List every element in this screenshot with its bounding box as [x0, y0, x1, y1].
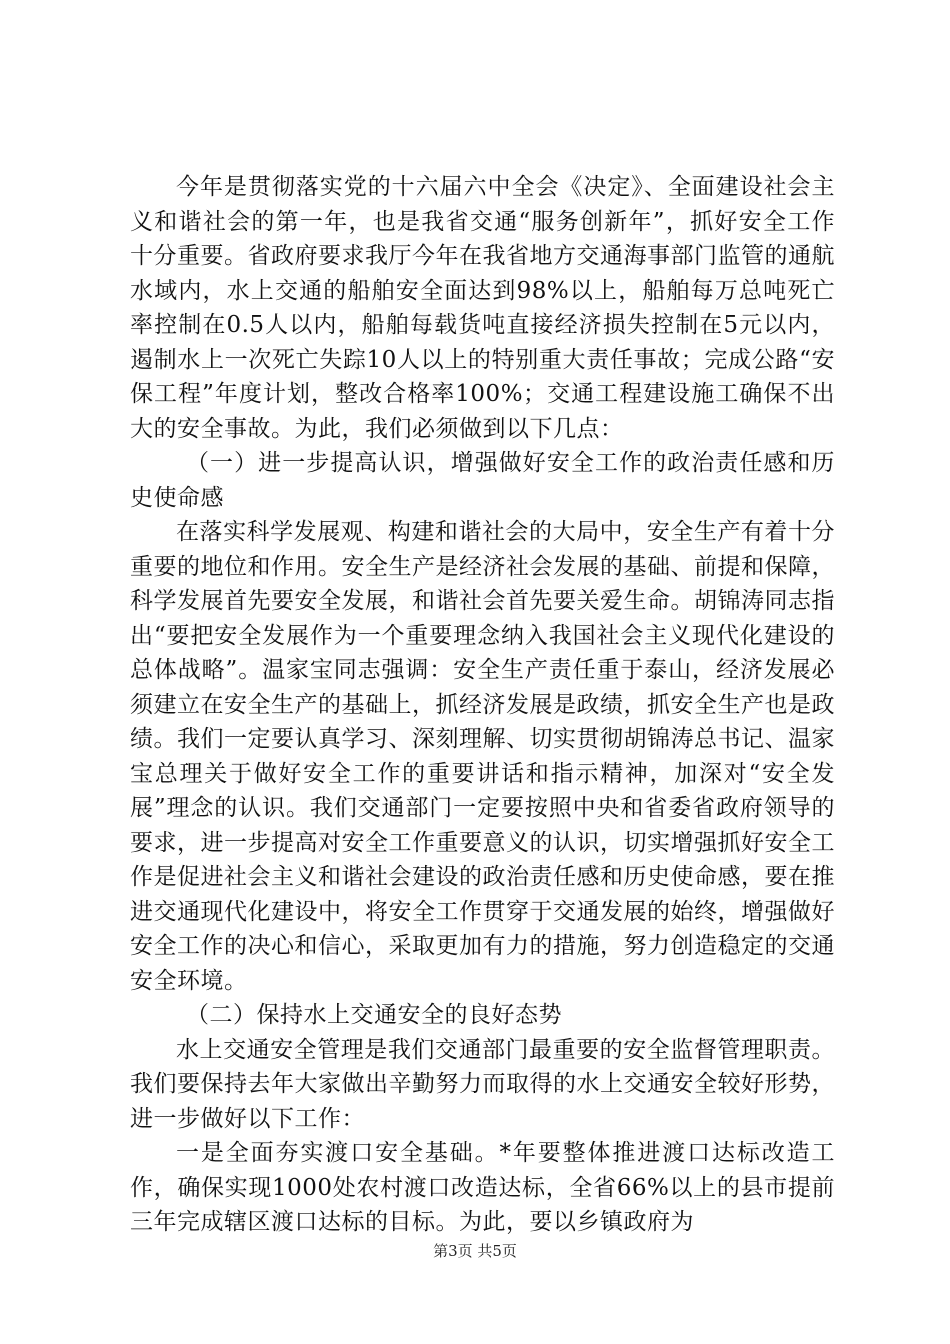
page-footer: 第3页 共5页 — [433, 1242, 517, 1260]
paragraph-section-2: 水上交通安全管理是我们交通部门最重要的安全监督管理职责。我们要保持去年大家做出辛勤努力而取得的水上交通安全较好形势，进一步做好以下工作： — [130, 1036, 835, 1132]
section-heading-2: （二）保持水上交通安全的良好态势 — [186, 1002, 562, 1028]
paragraph-intro: 今年是贯彻落实党的十六届六中全会《决定》、全面建设社会主义和谐社会的第一年，也是我省交通“服务创新年”，抓好安全工作十分重要。省政府要求我厅今年在我省地方交通海事部门监管的通航水域内，水上交通的船舶安全面达到98%以上，船舶每万总吨死亡率控制在0.5人以内，船舶每载货吨直接经济损失控制在5元以内，遏制水上一次死亡失踪10人以上的特别重大责任事故；完成公路“安保工程”年度计划，整改合格率100%；交通工程建设施工确保不出大的安全事故。为此，我们必须做到以下几点： — [130, 174, 835, 442]
section-heading-1: （一）进一步提高认识，增强做好安全工作的政治责任感和历史使命感 — [130, 450, 835, 511]
document-body — [130, 170, 835, 1240]
paragraph-section-1: 在落实科学发展观、构建和谐社会的大局中，安全生产有着十分重要的地位和作用。安全生产是经济社会发展的基础、前提和保障，科学发展首先要安全发展，和谐社会首先要关爱生命。胡锦涛同志指出“要把安全发展作为一个重要理念纳入我国社会主义现代化建设的总体战略”。温家宝同志强调：安全生产责任重于泰山，经济发展必须建立在安全生产的基础上，抓经济发展是政绩，抓安全生产也是政绩。我们一定要认真学习、深刻理解、切实贯彻胡锦涛总书记、温家宝总理关于做好安全工作的重要讲话和指示精神，加深对“安全发展”理念的认识。我们交通部门一定要按照中央和省委省政府领导的要求，进一步提高对安全工作重要意义的认识，切实增强抓好安全工作是促进社会主义和谐社会建设的政治责任感和历史使命感，要在推进交通现代化建设中，将安全工作贯穿于交通发展的始终，增强做好安全工作的决心和信心，采取更加有力的措施，努力创造稳定的交通安全环境。 — [130, 519, 835, 994]
paragraph-ferry: 一是全面夯实渡口安全基础。*年要整体推进渡口达标改造工作，确保实现1000处农村渡口改造达标，全省66%以上的县市提前三年完成辖区渡口达标的目标。为此，要以乡镇政府为 — [130, 1140, 835, 1235]
